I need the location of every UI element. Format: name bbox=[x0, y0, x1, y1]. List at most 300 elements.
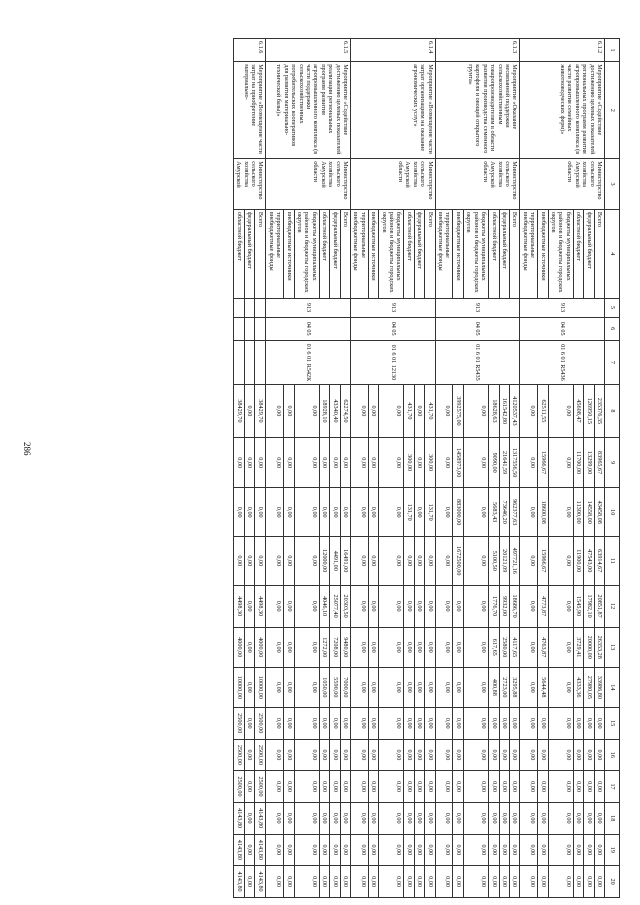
amount-cell: 3992575,00 bbox=[453, 385, 463, 438]
activity-name: Мероприятие «Содействие достижению целевых показателей реализации региональных программ развития агропромышленного комплекса (в части поддержки сельскохозяйственных потребительских кооперативов для развития материально-технической базы)» bbox=[266, 62, 351, 159]
amount-cell: 0,00 bbox=[255, 488, 266, 537]
amount-cell: 0,00 bbox=[294, 627, 319, 667]
amount-cell: 0,00 bbox=[294, 866, 319, 898]
amount-cell: 0,00 bbox=[435, 385, 453, 438]
amount-cell: 0,00 bbox=[520, 771, 538, 803]
amount-cell: 0,00 bbox=[340, 866, 350, 898]
amount-cell: 0,00 bbox=[351, 437, 369, 488]
amount-cell: 0,00 bbox=[573, 802, 583, 834]
amount-cell: 0,00 bbox=[294, 385, 319, 438]
amount-cell: 0,00 bbox=[351, 802, 369, 834]
amount-cell: 0,00 bbox=[463, 667, 488, 707]
amount-cell: 4117,65 bbox=[509, 627, 519, 667]
amount-cell: 2500,00 bbox=[233, 771, 244, 803]
amount-cell: 14558,00 bbox=[584, 488, 594, 537]
amount-cell: 0,00 bbox=[330, 802, 340, 834]
amount-cell: 0,00 bbox=[330, 866, 340, 898]
amount-cell: 0,00 bbox=[404, 536, 414, 585]
amount-cell: 0,00 bbox=[244, 739, 255, 771]
amount-cell: 0,00 bbox=[244, 437, 255, 488]
amount-cell: 883000,00 bbox=[453, 488, 463, 537]
amount-cell: 0,00 bbox=[379, 385, 404, 438]
funding-source: бюджеты муниципальных районов и бюджеты городских округов bbox=[463, 209, 488, 298]
amount-cell: 0,00 bbox=[414, 488, 424, 537]
amount-cell: 12000,00 bbox=[319, 536, 329, 585]
amount-cell: 0,00 bbox=[266, 771, 284, 803]
amount-cell: 0,00 bbox=[284, 667, 294, 707]
amount-cell: 2500,00 bbox=[255, 739, 266, 771]
amount-cell: 0,00 bbox=[340, 707, 350, 739]
amount-cell: 0,00 bbox=[233, 536, 244, 585]
amount-cell: 3295,88 bbox=[509, 667, 519, 707]
amount-cell: 38429,70 bbox=[255, 385, 266, 438]
amount-cell: 0,00 bbox=[266, 802, 284, 834]
amount-cell: 25077,40 bbox=[330, 585, 340, 627]
amount-cell: 0,00 bbox=[284, 536, 294, 585]
amount-cell bbox=[233, 298, 244, 317]
amount-cell bbox=[244, 317, 255, 340]
amount-cell: 0,00 bbox=[351, 771, 369, 803]
amount-cell: 0,00 bbox=[340, 739, 350, 771]
amount-cell: 0,00 bbox=[284, 627, 294, 667]
table-row bbox=[255, 39, 266, 898]
amount-cell: 4773,87 bbox=[538, 585, 548, 627]
amount-cell: 0,00 bbox=[284, 739, 294, 771]
amount-cell: 0,00 bbox=[425, 585, 435, 627]
amount-cell: 0,00 bbox=[244, 627, 255, 667]
amount-cell: 0,00 bbox=[463, 834, 488, 866]
amount-cell: 2580,00 bbox=[499, 627, 509, 667]
amount-cell: 0,00 bbox=[425, 627, 435, 667]
amount-cell: 0,00 bbox=[379, 536, 404, 585]
amount-cell: 0,00 bbox=[404, 866, 414, 898]
amount-cell: 0,00 bbox=[548, 437, 573, 488]
amount-cell: 0,00 bbox=[284, 488, 294, 537]
amount-cell: 0,00 bbox=[520, 585, 538, 627]
amount-cell: 27980,05 bbox=[584, 667, 594, 707]
amount-cell: 0,00 bbox=[404, 627, 414, 667]
section-number: 6.1.6 bbox=[233, 39, 266, 62]
amount-cell: 0,00 bbox=[538, 802, 548, 834]
amount-cell: 7000,00 bbox=[340, 667, 350, 707]
amount-cell: 0,00 bbox=[319, 834, 329, 866]
amount-cell: 0,00 bbox=[266, 866, 284, 898]
amount-cell: 0,00 bbox=[404, 834, 414, 866]
amount-cell: 11900,00 bbox=[573, 536, 583, 585]
amount-cell: 33986,80 bbox=[594, 667, 604, 707]
funding-source: Всего bbox=[255, 209, 266, 298]
amount-cell: 0,00 bbox=[379, 834, 404, 866]
amount-cell: 0,00 bbox=[463, 585, 488, 627]
amount-cell: 0,00 bbox=[284, 771, 294, 803]
amount-cell bbox=[244, 340, 255, 384]
amount-cell: 0,00 bbox=[463, 488, 488, 537]
amount-cell: 0,00 bbox=[520, 385, 538, 438]
amount-cell: 0,00 bbox=[340, 771, 350, 803]
amount-cell: 962377,63 bbox=[509, 488, 519, 537]
amount-cell: 0,00 bbox=[379, 866, 404, 898]
amount-cell: 131,70 bbox=[404, 488, 414, 537]
amount-cell: 0,00 bbox=[489, 739, 499, 771]
amount-cell: 0,00 bbox=[453, 834, 463, 866]
amount-cell: 20851,87 bbox=[594, 585, 604, 627]
amount-cell: 0,00 bbox=[548, 627, 573, 667]
amount-cell: 0,00 bbox=[351, 385, 369, 438]
column-header: 4 bbox=[605, 209, 620, 298]
amount-cell: 4498,30 bbox=[255, 585, 266, 627]
amount-cell: 4143,80 bbox=[233, 834, 244, 866]
column-header: 1 bbox=[605, 39, 620, 62]
amount-cell: 62511,55 bbox=[538, 385, 548, 438]
amount-cell: 0,00 bbox=[453, 802, 463, 834]
amount-cell: 0,00 bbox=[294, 771, 319, 803]
funding-source: внебюджетные источники bbox=[453, 209, 463, 298]
amount-cell: 300,00 bbox=[404, 437, 414, 488]
amount-cell: 0,00 bbox=[244, 802, 255, 834]
amount-cell: 0,00 bbox=[414, 585, 424, 627]
amount-cell: 0,00 bbox=[453, 585, 463, 627]
section-number: 6.1.5 bbox=[266, 39, 351, 62]
rotated-table-container bbox=[30, 38, 620, 898]
header-row bbox=[605, 39, 620, 898]
amount-cell: 0,00 bbox=[414, 802, 424, 834]
amount-cell: 0,00 bbox=[414, 437, 424, 488]
amount-cell: 0,00 bbox=[379, 739, 404, 771]
amount-cell: 0,00 bbox=[463, 385, 488, 438]
amount-cell: 0,00 bbox=[319, 771, 329, 803]
code-csr: 01 6 01 R542К bbox=[266, 340, 351, 384]
activity-name: Мероприятие «Возмещение части затрат на приобретение материально- bbox=[233, 62, 266, 159]
amount-cell: 0,00 bbox=[425, 866, 435, 898]
amount-cell: 0,00 bbox=[520, 707, 538, 739]
amount-cell: 0,00 bbox=[351, 536, 369, 585]
amount-cell: 0,00 bbox=[499, 834, 509, 866]
amount-cell: 0,00 bbox=[379, 667, 404, 707]
amount-cell: 0,00 bbox=[489, 834, 499, 866]
code-grbs: 913 bbox=[266, 298, 351, 317]
amount-cell: 0,00 bbox=[404, 667, 414, 707]
amount-cell: 26353,28 bbox=[594, 627, 604, 667]
amount-cell: 0,00 bbox=[414, 707, 424, 739]
amount-cell: 15966,67 bbox=[538, 536, 548, 585]
amount-cell: 0,00 bbox=[548, 771, 573, 803]
amount-cell: 0,00 bbox=[351, 739, 369, 771]
table-row bbox=[594, 39, 604, 898]
amount-cell: 0,00 bbox=[584, 866, 594, 898]
amount-cell: 9932,00 bbox=[499, 585, 509, 627]
section-number: 6.1.3 bbox=[435, 39, 520, 62]
amount-cell: 0,00 bbox=[255, 536, 266, 585]
amount-cell: 0,00 bbox=[319, 739, 329, 771]
amount-cell: 0,00 bbox=[284, 437, 294, 488]
code-csr: 01 6 01 R5436 bbox=[520, 340, 605, 384]
amount-cell: 0,00 bbox=[463, 771, 488, 803]
code-csr: 01 6 01 R5435 bbox=[435, 340, 520, 384]
amount-cell: 0,00 bbox=[294, 536, 319, 585]
funding-source: территориальные внебюджетные фонды bbox=[520, 209, 538, 298]
amount-cell: 0,00 bbox=[319, 866, 329, 898]
amount-cell: 5683,43 bbox=[489, 488, 499, 537]
amount-cell: 0,00 bbox=[435, 739, 453, 771]
amount-cell: 0,00 bbox=[548, 834, 573, 866]
amount-cell: 0,00 bbox=[284, 866, 294, 898]
amount-cell: 5590,00 bbox=[330, 667, 340, 707]
amount-cell: 0,00 bbox=[548, 802, 573, 834]
amount-cell: 0,00 bbox=[463, 627, 488, 667]
column-header: 6 bbox=[605, 317, 620, 340]
amount-cell: 0,00 bbox=[404, 802, 414, 834]
amount-cell: 0,00 bbox=[489, 866, 499, 898]
amount-cell: 0,00 bbox=[368, 771, 378, 803]
amount-cell: 0,00 bbox=[520, 834, 538, 866]
funding-source: областной бюджет bbox=[233, 209, 244, 298]
code-rzpr: 04 05 bbox=[266, 317, 351, 340]
amount-cell: 161542,80 bbox=[499, 385, 509, 438]
amount-cell: 0,00 bbox=[340, 437, 350, 488]
amount-cell: 0,00 bbox=[351, 585, 369, 627]
column-header: 19 bbox=[605, 834, 620, 866]
funding-source: федеральный бюджет bbox=[414, 209, 424, 298]
amount-cell: 1545,90 bbox=[573, 585, 583, 627]
amount-cell: 0,00 bbox=[414, 866, 424, 898]
amount-cell: 0,00 bbox=[284, 802, 294, 834]
funding-source: внебюджетные источники bbox=[284, 209, 294, 298]
amount-cell: 0,00 bbox=[435, 802, 453, 834]
amount-cell: 13299,00 bbox=[584, 437, 594, 488]
amount-cell: 0,00 bbox=[594, 834, 604, 866]
amount-cell: 0,00 bbox=[435, 585, 453, 627]
amount-cell: 0,00 bbox=[330, 771, 340, 803]
amount-cell: 0,00 bbox=[379, 802, 404, 834]
amount-cell: 4763,87 bbox=[538, 627, 548, 667]
amount-cell: 0,00 bbox=[368, 802, 378, 834]
amount-cell: 0,00 bbox=[435, 834, 453, 866]
amount-cell: 0,00 bbox=[319, 437, 329, 488]
executor: Министерство сельского хозяйства Амурской области bbox=[435, 159, 520, 210]
amount-cell: 0,00 bbox=[425, 707, 435, 739]
amount-cell: 4143,80 bbox=[233, 866, 244, 898]
amount-cell: 2500,00 bbox=[233, 739, 244, 771]
amount-cell: 18628,63 bbox=[489, 385, 499, 438]
amount-cell: 431,70 bbox=[404, 385, 414, 438]
amount-cell: 0,00 bbox=[548, 385, 573, 438]
amount-cell: 1776,70 bbox=[489, 585, 499, 627]
amount-cell: 0,00 bbox=[509, 771, 519, 803]
amount-cell: 0,00 bbox=[453, 627, 463, 667]
amount-cell: 11700,00 bbox=[573, 437, 583, 488]
amount-cell: 0,00 bbox=[463, 866, 488, 898]
amount-cell: 18600,08 bbox=[538, 488, 548, 537]
funding-source: Всего bbox=[594, 209, 604, 298]
amount-cell: 0,00 bbox=[233, 437, 244, 488]
amount-cell: 0,00 bbox=[319, 488, 329, 537]
amount-cell: 15966,67 bbox=[538, 437, 548, 488]
amount-cell: 0,00 bbox=[379, 437, 404, 488]
amount-cell: 0,00 bbox=[368, 385, 378, 438]
amount-cell: 0,00 bbox=[266, 834, 284, 866]
amount-cell: 0,00 bbox=[489, 707, 499, 739]
table-row bbox=[340, 39, 350, 898]
amount-cell: 0,00 bbox=[294, 667, 319, 707]
amount-cell: 63914,67 bbox=[594, 536, 604, 585]
column-header: 20 bbox=[605, 866, 620, 898]
amount-cell: 20121,09 bbox=[499, 536, 509, 585]
amount-cell: 0,00 bbox=[244, 834, 255, 866]
amount-cell: 0,00 bbox=[520, 488, 538, 537]
amount-cell: 0,00 bbox=[435, 667, 453, 707]
amount-cell: 431,70 bbox=[425, 385, 435, 438]
amount-cell: 0,00 bbox=[538, 771, 548, 803]
funding-source: федеральный бюджет bbox=[499, 209, 509, 298]
funding-source: Всего bbox=[340, 209, 350, 298]
amount-cell: 131,70 bbox=[425, 488, 435, 537]
amount-cell: 0,00 bbox=[499, 771, 509, 803]
code-grbs: 913 bbox=[435, 298, 520, 317]
amount-cell: 4143,80 bbox=[255, 834, 266, 866]
amount-cell: 0,00 bbox=[284, 707, 294, 739]
section-number: 6.1.2 bbox=[520, 39, 605, 62]
amount-cell: 0,00 bbox=[414, 536, 424, 585]
amount-cell: 0,00 bbox=[319, 802, 329, 834]
amount-cell: 0,00 bbox=[594, 739, 604, 771]
activity-name: Мероприятие «Оказание несвязанной поддержки сельскохозяйственным товаропроизводителям в области развития производства семенного картофеля и овощей открытого грунта» bbox=[435, 62, 520, 159]
column-header: 11 bbox=[605, 536, 620, 585]
amount-cell: 0,00 bbox=[520, 536, 538, 585]
amount-cell: 0,00 bbox=[266, 627, 284, 667]
amount-cell: 0,00 bbox=[368, 866, 378, 898]
amount-cell: 0,00 bbox=[379, 771, 404, 803]
amount-cell: 0,00 bbox=[284, 585, 294, 627]
amount-cell: 73646,20 bbox=[499, 488, 509, 537]
amount-cell: 0,00 bbox=[538, 866, 548, 898]
amount-cell: 16491,00 bbox=[340, 536, 350, 585]
amount-cell: 38429,70 bbox=[233, 385, 244, 438]
amount-cell: 0,00 bbox=[584, 834, 594, 866]
amount-cell: 0,00 bbox=[404, 739, 414, 771]
amount-cell: 0,00 bbox=[340, 488, 350, 537]
amount-cell: 0,00 bbox=[266, 385, 284, 438]
amount-cell: 0,00 bbox=[294, 802, 319, 834]
amount-cell: 0,00 bbox=[425, 739, 435, 771]
funding-source: федеральный бюджет bbox=[244, 209, 255, 298]
amount-cell: 0,00 bbox=[266, 707, 284, 739]
amount-cell: 0,00 bbox=[435, 707, 453, 739]
amount-cell: 0,00 bbox=[463, 437, 488, 488]
amount-cell: 43340,40 bbox=[330, 385, 340, 438]
funding-source: территориальные внебюджетные фонды bbox=[266, 209, 284, 298]
funding-source: бюджеты муниципальных районов и бюджеты городских округов bbox=[379, 209, 404, 298]
amount-cell: 0,00 bbox=[368, 627, 378, 667]
amount-cell: 0,00 bbox=[573, 739, 583, 771]
amount-cell: 0,00 bbox=[340, 802, 350, 834]
executor: Министерство сельского хозяйства Амурской области bbox=[351, 159, 436, 210]
amount-cell: 0,00 bbox=[453, 707, 463, 739]
amount-cell: 1272,00 bbox=[319, 627, 329, 667]
amount-cell: 0,00 bbox=[425, 802, 435, 834]
amount-cell: 0,00 bbox=[266, 488, 284, 537]
amount-cell: 4498,30 bbox=[233, 585, 244, 627]
amount-cell: 20000,00 bbox=[584, 627, 594, 667]
amount-cell: 7208,00 bbox=[330, 627, 340, 667]
amount-cell: 0,00 bbox=[594, 802, 604, 834]
amount-cell: 0,00 bbox=[266, 437, 284, 488]
amount-cell: 4000,00 bbox=[255, 627, 266, 667]
amount-cell: 0,00 bbox=[379, 585, 404, 627]
amount-cell: 0,00 bbox=[453, 771, 463, 803]
amount-cell: 0,00 bbox=[520, 802, 538, 834]
amount-cell bbox=[233, 317, 244, 340]
amount-cell: 0,00 bbox=[414, 385, 424, 438]
amount-cell: 0,00 bbox=[368, 834, 378, 866]
column-header: 18 bbox=[605, 802, 620, 834]
amount-cell: 0,00 bbox=[548, 739, 573, 771]
amount-cell: 0,00 bbox=[368, 536, 378, 585]
column-header: 7 bbox=[605, 340, 620, 384]
funding-source: федеральный бюджет bbox=[330, 209, 340, 298]
amount-cell: 0,00 bbox=[330, 739, 340, 771]
funding-source: Всего bbox=[509, 209, 519, 298]
amount-cell: 0,00 bbox=[351, 866, 369, 898]
amount-cell: 0,00 bbox=[294, 488, 319, 537]
amount-cell: 0,00 bbox=[351, 488, 369, 537]
column-header: 14 bbox=[605, 667, 620, 707]
amount-cell: 0,00 bbox=[489, 771, 499, 803]
amount-cell: 617,65 bbox=[489, 627, 499, 667]
amount-cell: 1317556,50 bbox=[509, 437, 519, 488]
amount-cell: 0,00 bbox=[414, 834, 424, 866]
column-header: 17 bbox=[605, 771, 620, 803]
column-header: 5 bbox=[605, 298, 620, 317]
amount-cell: 0,00 bbox=[244, 667, 255, 707]
amount-cell: 5644,48 bbox=[538, 667, 548, 707]
amount-cell: 0,00 bbox=[414, 627, 424, 667]
code-grbs: 913 bbox=[351, 298, 436, 317]
amount-cell: 400,88 bbox=[489, 667, 499, 707]
amount-cell: 0,00 bbox=[255, 437, 266, 488]
amount-cell: 0,00 bbox=[294, 437, 319, 488]
amount-cell: 0,00 bbox=[509, 739, 519, 771]
amount-cell: 0,00 bbox=[414, 771, 424, 803]
amount-cell: 0,00 bbox=[584, 771, 594, 803]
amount-cell: 11300,00 bbox=[573, 488, 583, 537]
amount-cell: 0,00 bbox=[573, 771, 583, 803]
amount-cell: 0,00 bbox=[520, 437, 538, 488]
amount-cell: 18928,10 bbox=[319, 385, 329, 438]
table-body bbox=[233, 39, 604, 898]
amount-cell: 0,00 bbox=[463, 707, 488, 739]
amount-cell: 0,00 bbox=[330, 488, 340, 537]
table-row bbox=[509, 39, 519, 898]
amount-cell: 235376,35 bbox=[594, 385, 604, 438]
funding-source: территориальные внебюджетные фонды bbox=[435, 209, 453, 298]
amount-cell: 0,00 bbox=[404, 707, 414, 739]
amount-cell: 0,00 bbox=[435, 437, 453, 488]
amount-cell: 0,00 bbox=[244, 707, 255, 739]
funding-source: областной бюджет bbox=[573, 209, 583, 298]
amount-cell: 0,00 bbox=[594, 771, 604, 803]
amount-cell: 0,00 bbox=[548, 707, 573, 739]
amount-cell: 0,00 bbox=[499, 707, 509, 739]
funding-source: областной бюджет bbox=[319, 209, 329, 298]
executor: Министерство сельского хозяйства Амурской области bbox=[266, 159, 351, 210]
funding-source: областной бюджет bbox=[489, 209, 499, 298]
amount-cell: 0,00 bbox=[294, 739, 319, 771]
amount-cell: 0,00 bbox=[414, 739, 424, 771]
amount-cell: 0,00 bbox=[340, 834, 350, 866]
amount-cell: 9480,00 bbox=[340, 627, 350, 667]
executor: Министерство сельского хозяйства Амурской области bbox=[520, 159, 605, 210]
amount-cell: 0,00 bbox=[294, 585, 319, 627]
